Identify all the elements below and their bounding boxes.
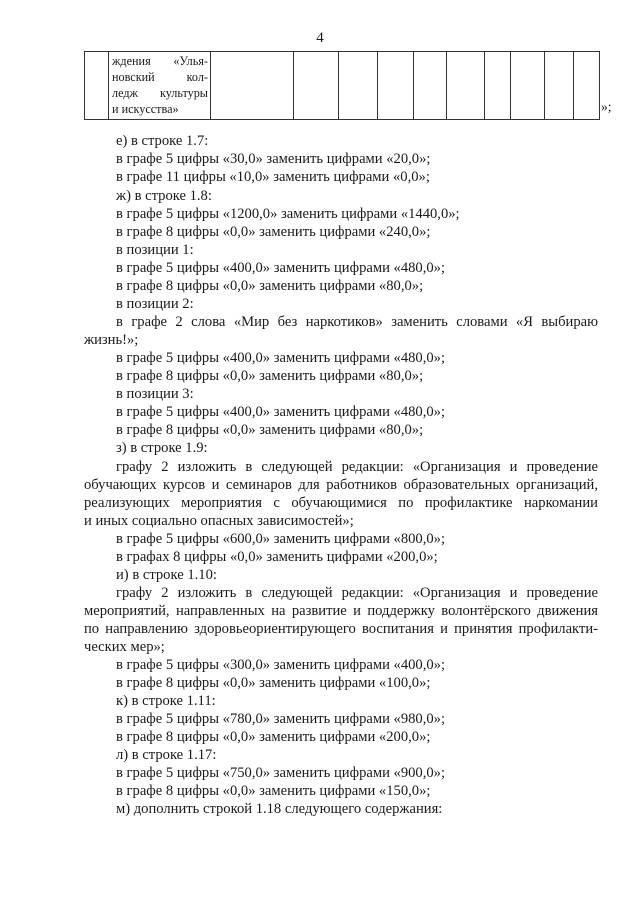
- text-line: и иных социально опасных зависимостей»;: [84, 513, 354, 529]
- table-cell-line: ледж культуры: [112, 86, 208, 100]
- table-cell: [414, 52, 447, 120]
- text-line: в графе 8 цифры «0,0» заменить цифрами «200,0»;: [116, 729, 431, 745]
- table-fragment: [84, 51, 600, 120]
- text-line: м) дополнить строкой 1.18 следующего содержания:: [116, 801, 443, 817]
- text-line: в графе 8 цифры «0,0» заменить цифрами «240,0»;: [116, 224, 431, 240]
- table-cell-line: новский кол-: [112, 70, 208, 84]
- table-cell-text: [109, 52, 211, 120]
- text-line: мероприятий, направленных на развитие и поддержку волонтёрского движения: [84, 603, 598, 619]
- text-line: в графе 8 цифры «0,0» заменить цифрами «100,0»;: [116, 675, 431, 691]
- text-line: в графе 8 цифры «0,0» заменить цифрами «80,0»;: [116, 422, 424, 438]
- text-line: обучающих курсов и семинаров для работников образовательных организаций,: [84, 477, 598, 493]
- text-line: к) в строке 1.11:: [116, 693, 216, 709]
- text-line: жизнь!»;: [84, 332, 139, 348]
- text-line: в графе 5 цифры «400,0» заменить цифрами «480,0»;: [116, 350, 446, 366]
- text-line: графу 2 изложить в следующей редакции: «Организация и проведение: [116, 585, 598, 601]
- text-line: в графе 5 цифры «1200,0» заменить цифрами «1440,0»;: [116, 206, 460, 222]
- table-cell: [339, 52, 378, 120]
- text-line: в графе 5 цифры «400,0» заменить цифрами «480,0»;: [116, 404, 446, 420]
- text-line: в графе 5 цифры «780,0» заменить цифрами «980,0»;: [116, 711, 446, 727]
- text-line: в графе 5 цифры «300,0» заменить цифрами «400,0»;: [116, 657, 446, 673]
- table-cell: [211, 52, 294, 120]
- text-line: в графе 8 цифры «0,0» заменить цифрами «80,0»;: [116, 368, 424, 384]
- table-closing-quote: »;: [601, 99, 612, 114]
- text-line: в графе 5 цифры «400,0» заменить цифрами «480,0»;: [116, 260, 446, 276]
- table-cell: [511, 52, 545, 120]
- text-line: л) в строке 1.17:: [116, 747, 217, 763]
- text-line: в позиции 3:: [116, 386, 194, 402]
- text-line: в графах 8 цифры «0,0» заменить цифрами «200,0»;: [116, 549, 438, 565]
- page-number: 4: [316, 30, 324, 46]
- text-line: з) в строке 1.9:: [116, 440, 208, 456]
- table-cell: [574, 52, 600, 120]
- text-line: и) в строке 1.10:: [116, 567, 217, 583]
- text-line: в позиции 1:: [116, 242, 194, 258]
- text-line: в графе 5 цифры «750,0» заменить цифрами «900,0»;: [116, 765, 446, 781]
- table-cell: [447, 52, 485, 120]
- text-line: е) в строке 1.7:: [116, 133, 209, 149]
- table-cell-line: и искусства»: [112, 102, 179, 116]
- text-line: ческих мер»;: [84, 639, 165, 655]
- table-cell: [485, 52, 511, 120]
- table-cell: [378, 52, 414, 120]
- text-line: ж) в строке 1.8:: [116, 188, 212, 204]
- table-cell: [294, 52, 339, 120]
- table-cell: [545, 52, 574, 120]
- text-line: в графе 8 цифры «0,0» заменить цифрами «150,0»;: [116, 783, 431, 799]
- text-line: реализующих мероприятия с обучающимися по профилактике наркомании: [84, 495, 598, 511]
- text-line: в графе 5 цифры «600,0» заменить цифрами «800,0»;: [116, 531, 446, 547]
- table-cell-line: ждения «Улья-: [112, 54, 208, 68]
- text-line: в графе 5 цифры «30,0» заменить цифрами «20,0»;: [116, 151, 431, 167]
- table-cell: [85, 52, 109, 120]
- text-line: в графе 8 цифры «0,0» заменить цифрами «80,0»;: [116, 278, 424, 294]
- text-line: в позиции 2:: [116, 296, 194, 312]
- text-line: по направлению здоровьеориентирующего воспитания и принятия профилакти-: [84, 621, 598, 637]
- text-line: в графе 11 цифры «10,0» заменить цифрами «0,0»;: [116, 169, 430, 185]
- table-row: [85, 52, 600, 120]
- text-line: графу 2 изложить в следующей редакции: «Организация и проведение: [116, 459, 598, 475]
- text-line: в графе 2 слова «Мир без наркотиков» заменить словами «Я выбираю: [116, 314, 598, 330]
